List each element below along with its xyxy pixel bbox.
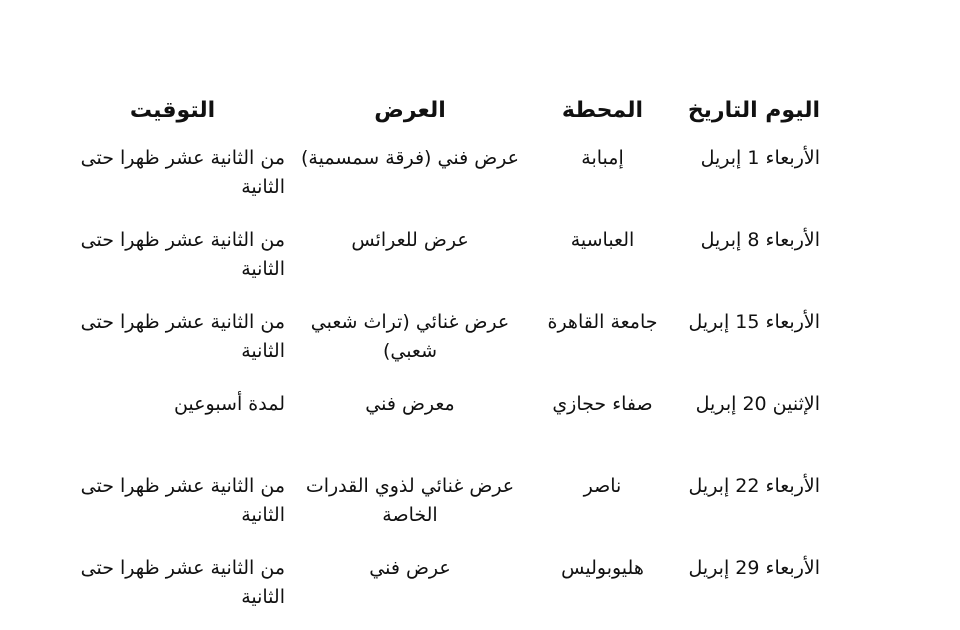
schedule-table [60,82,820,630]
header-time: التوقيت [129,97,216,123]
table-row [60,548,820,630]
time-cell: من الثانية عشر ظهرا حتى الثانية [80,557,285,608]
header-row [60,82,820,138]
station-cell: صفاء حجازي [552,393,653,415]
show-cell: عرض فني [369,557,451,579]
table-row [60,220,820,302]
header-show: العرض [374,97,446,123]
day-date-cell: الأربعاء 29 إبريل [688,557,820,579]
show-cell: معرض فني [365,393,455,415]
table-row [60,302,820,384]
station-cell: إمبابة [581,147,624,169]
table-row [60,138,820,220]
show-cell: عرض غنائي (تراث شعبي شعبي) [310,311,510,362]
time-cell: من الثانية عشر ظهرا حتى الثانية [80,229,285,280]
day-date-cell: الأربعاء 22 إبريل [688,475,820,497]
header-station: المحطة [561,97,644,123]
station-cell: ناصر [583,475,622,497]
day-date-cell: الإثنين 20 إبريل [695,393,820,415]
header-day-date: اليوم التاريخ [687,97,820,123]
station-cell: جامعة القاهرة [547,311,658,333]
show-cell: عرض غنائي لذوي القدرات الخاصة [305,475,515,526]
show-cell: عرض للعرائس [351,229,469,251]
table-row [60,466,820,548]
time-cell: لمدة أسبوعين [173,393,285,415]
time-cell: من الثانية عشر ظهرا حتى الثانية [80,475,285,526]
station-cell: هليوبوليس [561,557,644,579]
day-date-cell: الأربعاء 15 إبريل [688,311,820,333]
table-row [60,384,820,466]
station-cell: العباسية [570,229,635,251]
schedule-document [60,82,820,630]
show-cell: عرض فني (فرقة سمسمية) [301,147,519,169]
day-date-cell: الأربعاء 1 إبريل [700,147,820,169]
day-date-cell: الأربعاء 8 إبريل [700,229,820,251]
time-cell: من الثانية عشر ظهرا حتى الثانية [80,311,285,362]
time-cell: من الثانية عشر ظهرا حتى الثانية [80,147,285,198]
